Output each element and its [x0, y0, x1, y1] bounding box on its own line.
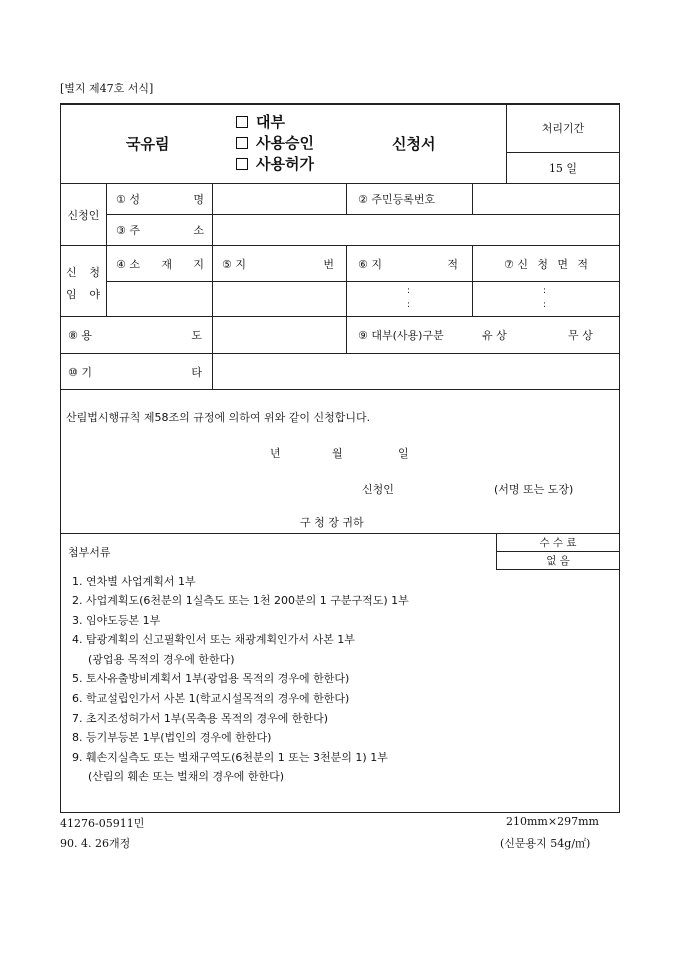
date-month: 월	[332, 447, 343, 460]
signer-label: 신청인	[362, 483, 394, 496]
location-field[interactable]	[107, 282, 212, 316]
processing-period-label: 처리기간	[541, 122, 585, 135]
requested-area-field[interactable]: : :	[543, 286, 547, 310]
resident-number-label: ② 주민등록번호	[358, 193, 436, 206]
form-code: 41276-05911민	[60, 817, 145, 830]
date-day: 일	[398, 447, 409, 460]
address-field[interactable]	[213, 215, 619, 245]
option-use-permit[interactable]: 사용허가	[236, 154, 314, 175]
other-field[interactable]	[213, 354, 619, 389]
name-label: ① 성 명	[116, 193, 204, 206]
list-item: 4. 탐광계획의 신고필확인서 또는 채광계획인가서 사본 1부	[72, 633, 355, 646]
resident-number-field[interactable]	[473, 184, 619, 214]
option-use-approval[interactable]: 사용승인	[236, 133, 314, 154]
list-item-note: (광업용 목적의 경우에 한한다)	[88, 653, 235, 666]
application-type-options	[236, 112, 314, 175]
purpose-field[interactable]	[213, 317, 346, 353]
address-label: ③ 주 소	[116, 224, 204, 237]
name-field[interactable]	[213, 184, 346, 214]
list-item: 8. 등기부등본 1부(법인의 경우에 한한다)	[72, 731, 272, 744]
revision-date: 90. 4. 26개정	[60, 837, 131, 850]
list-item: 9. 훼손지실측도 또는 벌채구역도(6천분의 1 또는 3천분의 1) 1부	[72, 751, 388, 764]
checkbox-use-approval[interactable]	[236, 137, 248, 149]
processing-period-value: 15 일	[548, 162, 578, 175]
paper-size: 210mm×297mm	[506, 815, 599, 828]
lot-number-label: ⑤ 지 번	[222, 257, 334, 271]
addressee: 구 청 장 귀하	[300, 516, 364, 529]
application-statement: 산림법시행규칙 제58조의 규정에 의하여 위와 같이 신청합니다.	[66, 411, 371, 424]
land-category-field[interactable]: : :	[407, 286, 411, 310]
title-right: 신청서	[392, 135, 436, 153]
checkbox-use-permit[interactable]	[236, 158, 248, 170]
list-item: 1. 연차별 사업계획서 1부	[72, 575, 196, 588]
attachments-title: 첨부서류	[68, 546, 111, 559]
other-label: ⑩ 기 타	[68, 365, 202, 379]
title-left: 국유림	[126, 135, 170, 153]
checkbox-lease[interactable]	[236, 116, 248, 128]
purpose-label: ⑧ 용 도	[68, 329, 202, 342]
list-item: 2. 사업계획도(6천분의 1실측도 또는 1천 200분의 1 구분구적도) 1부	[72, 594, 409, 607]
forest-group-label: 신 청 임 야	[66, 266, 100, 301]
fee-value: 없 음	[546, 555, 570, 567]
applicant-group-label: 신청인	[67, 208, 100, 222]
list-item-note: (산림의 훼손 또는 벌채의 경우에 한한다)	[88, 770, 285, 783]
free-option[interactable]: 무 상	[568, 329, 593, 342]
list-item: 6. 학교설립인가서 사본 1(학교시설목적의 경우에 한한다)	[72, 692, 350, 705]
list-item: 5. 토사유출방비계획서 1부(광업용 목적의 경우에 한한다)	[72, 672, 350, 685]
fee-label: 수 수 료	[539, 537, 577, 549]
land-category-label: ⑥ 지 적	[358, 257, 458, 271]
form-number-label: [별지 제47호 서식]	[60, 82, 154, 95]
signature-note: (서명 또는 도장)	[494, 483, 574, 496]
location-label: ④ 소 재 지	[116, 257, 204, 271]
option-lease[interactable]: 대부	[236, 112, 314, 133]
lot-number-field[interactable]	[213, 282, 346, 316]
list-item: 3. 임야도등본 1부	[72, 614, 161, 627]
requested-area-label: ⑦ 신 청 면 적	[504, 257, 588, 271]
list-item: 7. 초지조성허가서 1부(목축용 목적의 경우에 한한다)	[72, 712, 329, 725]
date-year: 년	[270, 447, 281, 460]
paid-option[interactable]: 유 상	[482, 329, 507, 342]
lease-type-label: ⑨ 대부(사용)구분	[358, 329, 444, 342]
paper-type: (신문용지 54g/㎡)	[500, 837, 591, 850]
